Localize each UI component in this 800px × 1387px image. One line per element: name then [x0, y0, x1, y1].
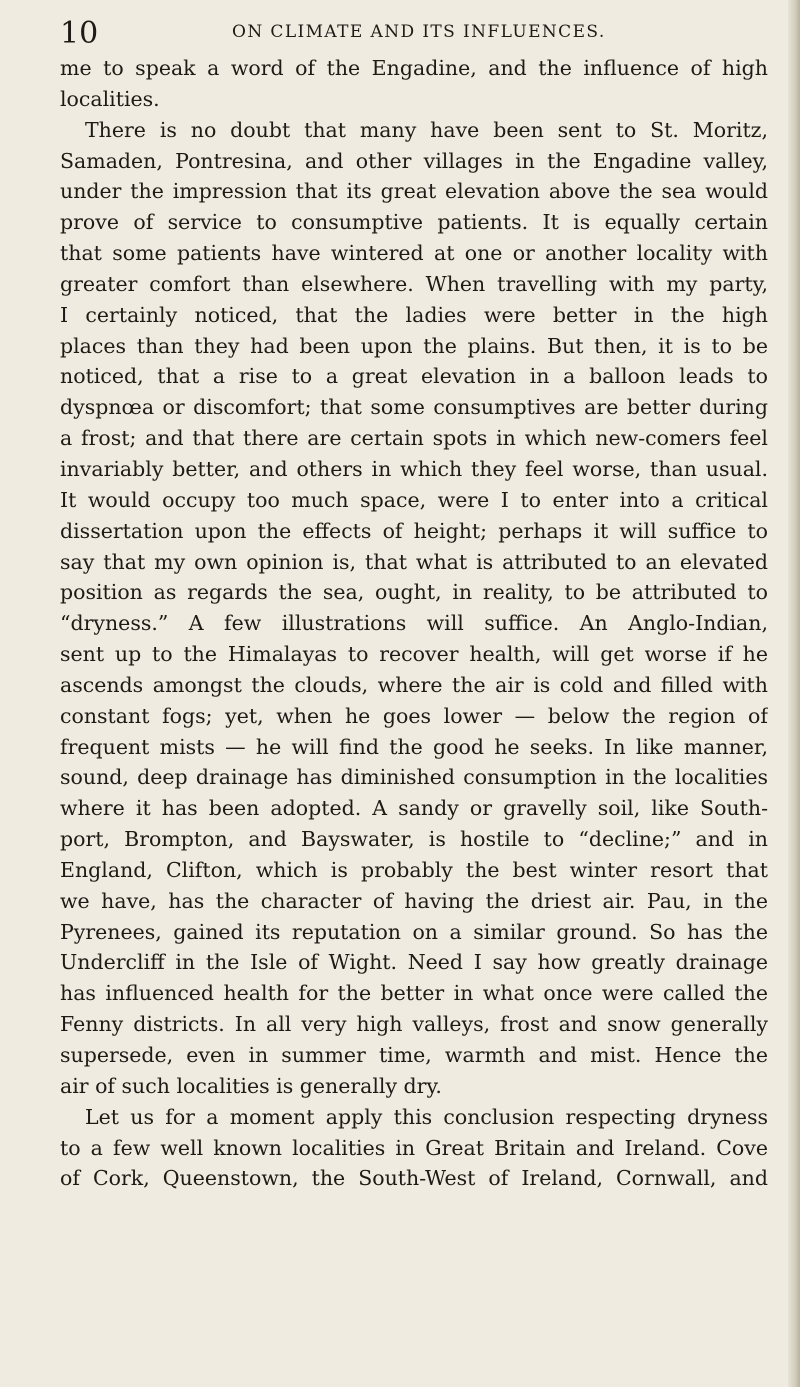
text-line: dissertation upon the effects of height; perhaps it will suffice to: [60, 518, 768, 543]
page-number: 10: [60, 16, 99, 51]
text-line: sound, deep drainage has diminished consumption in the localities: [60, 765, 768, 790]
text-line: I certainly noticed, that the ladies were better in the high: [60, 302, 768, 327]
text-line: places than they had been upon the plains. But then, it is to be: [60, 333, 768, 358]
text-line: air of such localities is generally dry.: [60, 1073, 442, 1098]
text-line: of Cork, Queenstown, the South-West of Ireland, Cornwall, and: [60, 1166, 768, 1191]
text-line: invariably better, and others in which they feel worse, than usual.: [60, 456, 768, 481]
text-line: supersede, even in summer time, warmth and mist. Hence the: [60, 1043, 768, 1067]
text-line: say that my own opinion is, that what is attributed to an elevated: [60, 549, 768, 574]
text-line: constant fogs; yet, when he goes lower — below the region of: [60, 703, 768, 728]
text-line: dyspnœa or discomfort; that some consumptives are better during: [60, 395, 768, 420]
text-line: port, Brompton, and Bayswater, is hostile to “decline;” and in: [60, 827, 768, 852]
text-line: that some patients have wintered at one or another locality with: [60, 241, 768, 266]
page-edge: [788, 0, 800, 1387]
text-line: “dryness.” A few illustrations will suffice. An Anglo-Indian,: [60, 611, 768, 636]
text-line: we have, has the character of having the driest air. Pau, in the: [60, 888, 768, 913]
text-line: Pyrenees, gained its reputation on a similar ground. So has the: [60, 919, 768, 944]
text-line: noticed, that a rise to a great elevation in a balloon leads to: [60, 364, 768, 389]
text-line: It would occupy too much space, were I to enter into a critical: [60, 487, 768, 512]
text-line: prove of service to consumptive patients. It is equally certain: [60, 210, 768, 235]
text-line: a frost; and that there are certain spots in which new-comers feel: [60, 426, 768, 451]
text-line: England, Clifton, which is probably the best winter resort that: [60, 857, 768, 882]
page-header: [60, 14, 780, 54]
text-line: Let us for a moment apply this conclusion respecting dryness: [85, 1104, 768, 1129]
text-line: greater comfort than elsewhere. When travelling with my party,: [60, 271, 768, 296]
text-line: localities.: [60, 86, 160, 111]
text-line: where it has been adopted. A sandy or gravelly soil, like South-: [60, 796, 768, 821]
text-line: me to speak a word of the Engadine, and the influence of high: [60, 56, 768, 80]
text-line: Fenny districts. In all very high valleys, frost and snow generally: [60, 1012, 768, 1037]
text-line: position as regards the sea, ought, in reality, to be attributed to: [60, 580, 768, 605]
text-line: has influenced health for the better in what once were called the: [60, 981, 768, 1006]
text-line: ascends amongst the clouds, where the air is cold and filled with: [60, 672, 768, 697]
text-line: frequent mists — he will find the good he seeks. In like manner,: [60, 734, 768, 759]
text-line: There is no doubt that many have been sent to St. Moritz,: [85, 117, 768, 142]
body-text: [60, 53, 768, 1194]
text-line: sent up to the Himalayas to recover health, will get worse if he: [60, 642, 768, 667]
running-head: ON CLIMATE AND ITS INFLUENCES.: [232, 22, 606, 42]
text-line: Samaden, Pontresina, and other villages in the Engadine valley,: [60, 148, 768, 173]
text-line: to a few well known localities in Great Britain and Ireland. Cove: [60, 1135, 768, 1160]
text-line: under the impression that its great elevation above the sea would: [60, 179, 768, 204]
text-line: Undercliff in the Isle of Wight. Need I say how greatly drainage: [60, 950, 768, 975]
